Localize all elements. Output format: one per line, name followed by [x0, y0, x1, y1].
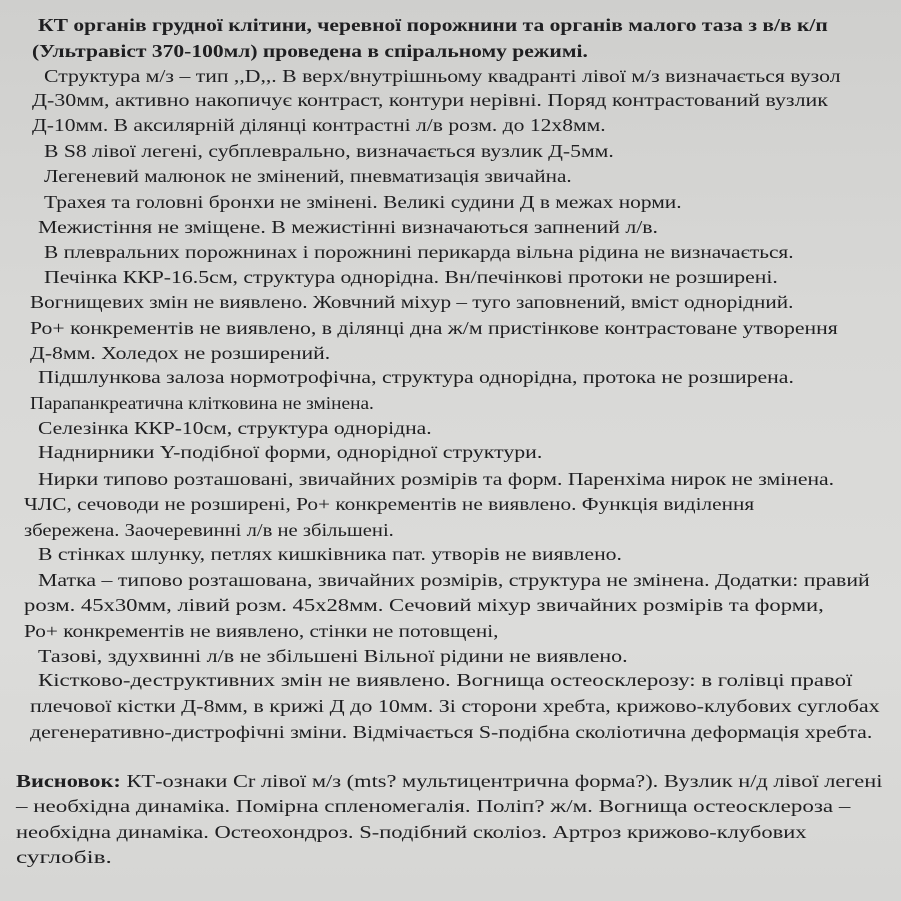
report-body-line: Д-10мм. В аксилярній ділянці контрастні л/в розм. до 12х8мм.	[32, 115, 606, 135]
report-body-line: Парапанкреатична клітковина не змінена.	[30, 393, 374, 413]
report-body-line: розм. 45х30мм, лівий розм. 45х28мм. Сечовий міхур звичайних розмірів та форми,	[24, 595, 824, 615]
report-body-line: Ро+ конкрементів не виявлено, стінки не потовщені,	[24, 621, 499, 641]
report-body-line: Д-8мм. Холедох не розширений.	[30, 343, 331, 363]
report-body-line: Селезінка ККР-10см, структура однорідна.	[38, 418, 432, 438]
report-body-line: Д-30мм, активно накопичує контраст, контури нерівні. Поряд контрастований вузлик	[32, 90, 828, 110]
conclusion-line	[16, 770, 882, 792]
conclusion-line: необхідна динаміка. Остеохондроз. S-подібний сколіоз. Артроз крижово-клубових	[16, 822, 807, 842]
report-body-line: дегенеративно-дистрофічні зміни. Відмічається S-подібна сколіотична деформація хребта.	[30, 722, 873, 742]
report-body-line: Матка – типово розташована, звичайних розмірів, структура не змінена. Додатки: правий	[38, 570, 870, 590]
report-body-line: В стінках шлунку, петлях кишківника пат. утворів не виявлено.	[38, 544, 622, 564]
report-title-line: КТ органів грудної клітини, черевної порожнини та органів малого таза з в/в к/п	[38, 15, 828, 35]
report-body-line: Кістково-деструктивних змін не виявлено. Вогнища остеосклерозу: в голівці правої	[38, 670, 853, 690]
report-body-line: Наднирники Y-подібної форми, однорідної структури.	[38, 442, 543, 462]
report-title-line: (Ультравіст 370-100мл) проведена в спіральному режимі.	[32, 41, 588, 61]
report-body-line: плечової кістки Д-8мм, в крижі Д до 10мм. Зі сторони хребта, крижово-клубових суглобах	[30, 696, 880, 716]
conclusion-line: – необхідна динаміка. Помірна спленомегалія. Поліп? ж/м. Вогнища остеосклероза –	[16, 796, 851, 816]
report-body-line: Межистіння не зміщене. В межистінні визначаються запнений л/в.	[38, 217, 659, 237]
report-body-line: Печінка ККР-16.5см, структура однорідна. Вн/печінкові протоки не розширені.	[44, 267, 778, 287]
report-body-line: В плевральних порожнинах і порожнині перикарда вільна рідина не визначається.	[44, 242, 794, 262]
report-body-line: збережена. Заочеревинні л/в не збільшені.	[24, 520, 394, 540]
report-body-line: Легеневий малюнок не змінений, пневматизація звичайна.	[44, 166, 572, 186]
conclusion-text: КТ-ознаки Cr лівої м/з (mts? мультицентрична форма?). Вузлик н/д лівої легені	[120, 771, 883, 791]
report-body-line: Вогнищевих змін не виявлено. Жовчний міхур – туго заповнений, вміст однорідний.	[30, 292, 794, 312]
report-body-line: Структура м/з – тип ,,D,,. В верх/внутрішньому квадранті лівої м/з визначається вузол	[44, 66, 841, 86]
conclusion-line: суглобів.	[16, 847, 112, 867]
report-body-line: Ро+ конкрементів не виявлено, в ділянці дна ж/м пристінкове контрастоване утворення	[30, 318, 838, 338]
report-body-line: ЧЛС, сечоводи не розширені, Ро+ конкрементів не виявлено. Функція виділення	[24, 494, 755, 514]
report-body-line: В S8 лівої легені, субплеврально, визначається вузлик Д-5мм.	[44, 141, 614, 161]
report-body-line: Нирки типово розташовані, звичайних розмірів та форм. Паренхіма нирок не змінена.	[38, 469, 835, 489]
conclusion-label: Висновок:	[16, 771, 121, 791]
report-body-line: Тазові, здухвинні л/в не збільшені Вільної рідини не виявлено.	[38, 646, 628, 666]
report-body-line: Підшлункова залоза нормотрофічна, структура однорідна, протока не розширена.	[38, 367, 794, 387]
report-body-line: Трахея та головні бронхи не змінені. Великі судини Д в межах норми.	[44, 192, 682, 212]
